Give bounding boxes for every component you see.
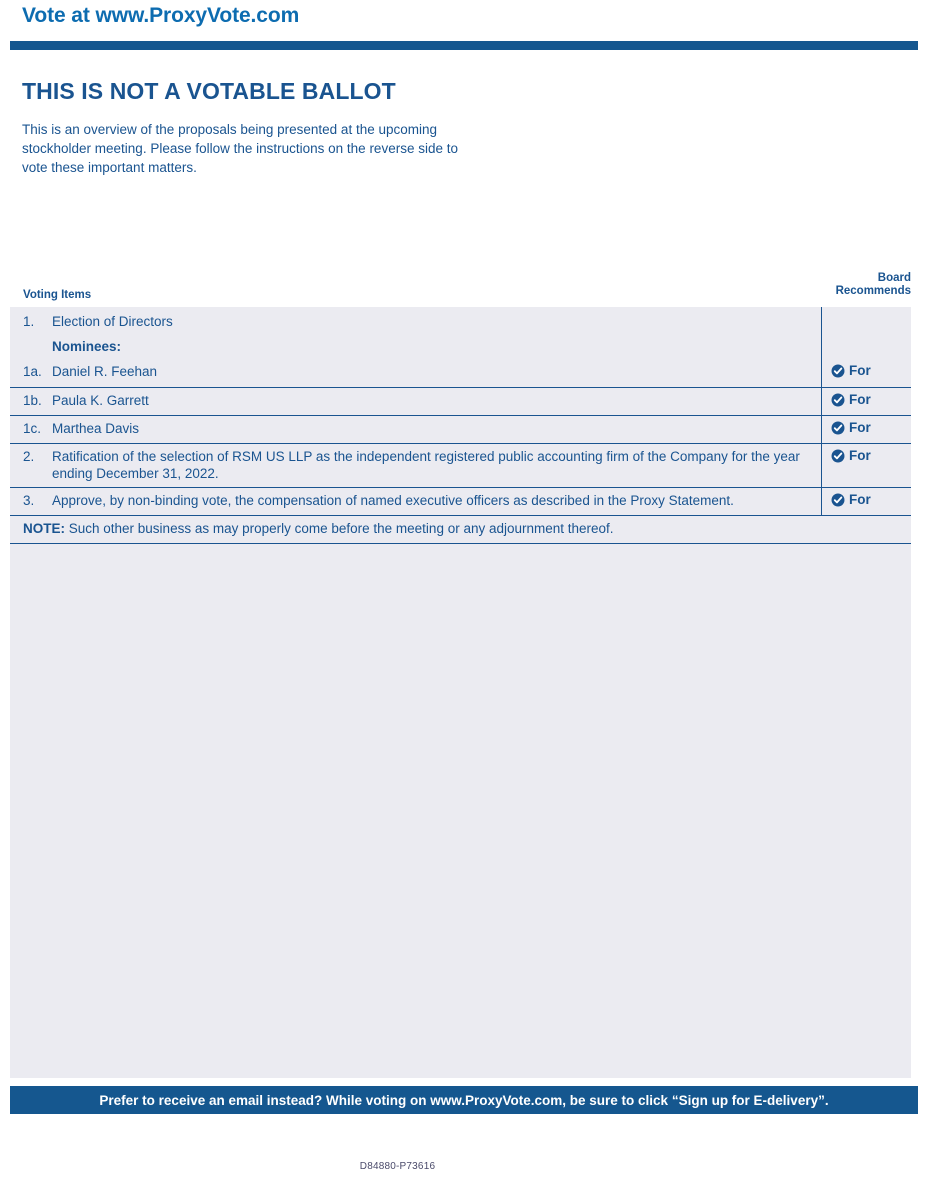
check-circle-icon: [831, 393, 845, 407]
recommendation-for: [831, 421, 871, 435]
item-text: Paula K. Garrett: [52, 393, 149, 408]
voting-item-cell: [10, 444, 821, 487]
recommendation-for: [831, 393, 871, 407]
voting-item-cell: [10, 488, 821, 515]
board-recommendation-cell: [821, 359, 911, 387]
header-divider-bar: [10, 41, 918, 50]
recommendation-for: [831, 449, 871, 463]
edelivery-banner: [10, 1086, 918, 1114]
board-recommendation-cell: [821, 488, 911, 515]
vote-at-proxyvote-title: Vote at www.ProxyVote.com: [22, 4, 300, 27]
column-header-board-recommends: [751, 272, 911, 298]
note-text: Such other business as may properly come before the meeting or any adjournment thereof.: [68, 521, 614, 536]
item-text: Marthea Davis: [52, 421, 140, 436]
voting-item-cell: [10, 388, 821, 415]
ballot-table: [10, 307, 911, 1078]
board-recommendation-cell: [821, 444, 911, 487]
item-number: 1b.: [23, 393, 42, 408]
recommendation-label: For: [849, 448, 871, 463]
board-recommendation-cell: [821, 416, 911, 443]
board-recommendation-cell: [821, 307, 911, 359]
note-label: NOTE:: [23, 521, 69, 536]
check-circle-icon: [831, 421, 845, 435]
item-number: 3.: [23, 493, 35, 508]
check-circle-icon: [831, 493, 845, 507]
column-header-voting-items: Voting Items: [23, 289, 92, 301]
table-row: [10, 415, 911, 443]
item-text: Election of Directors: [52, 314, 173, 329]
recommendation-label: For: [849, 420, 871, 435]
check-circle-icon: [831, 449, 845, 463]
column-header-board-line1: Board: [877, 272, 911, 284]
check-circle-icon: [831, 364, 845, 378]
voting-item-cell: [10, 307, 821, 359]
item-number: 1a.: [23, 364, 42, 379]
note-row: [10, 515, 911, 544]
voting-item-cell: [10, 359, 821, 387]
table-row: [10, 307, 911, 359]
recommendation-for: [831, 364, 871, 378]
page-title: THIS IS NOT A VOTABLE BALLOT: [22, 78, 396, 104]
item-text: Approve, by non-binding vote, the compensation of named executive officers as described in the Proxy Statement.: [52, 493, 734, 508]
voting-item-cell: [10, 416, 821, 443]
recommendation-label: For: [849, 492, 871, 507]
column-header-board-line2: Recommends: [835, 285, 911, 297]
item-number: 2.: [23, 449, 35, 464]
item-text: Daniel R. Feehan: [52, 364, 158, 379]
table-row: [10, 443, 911, 487]
intro-paragraph: This is an overview of the proposals being presented at the upcoming stockholder meeting. Please follow the instructions on the reverse side to vote these important matters.: [22, 122, 458, 175]
recommendation-for: [831, 493, 871, 507]
control-number: D84880-P73616: [359, 1161, 436, 1172]
edelivery-banner-text: Prefer to receive an email instead? While voting on www.ProxyVote.com, be sure to click “Sign up for E-delivery”.: [99, 1092, 829, 1108]
board-recommendation-cell: [821, 388, 911, 415]
item-number: 1c.: [23, 421, 42, 436]
recommendation-label: For: [849, 363, 871, 378]
nominees-subheading: Nominees:: [52, 338, 122, 354]
table-row: [10, 359, 911, 387]
item-number: 1.: [23, 314, 35, 329]
recommendation-label: For: [849, 392, 871, 407]
table-row: [10, 487, 911, 515]
table-row: [10, 387, 911, 415]
item-text: Ratification of the selection of RSM US LLP as the independent registered public accounting firm of the Company for the year ending December 31, 2022.: [52, 449, 800, 481]
